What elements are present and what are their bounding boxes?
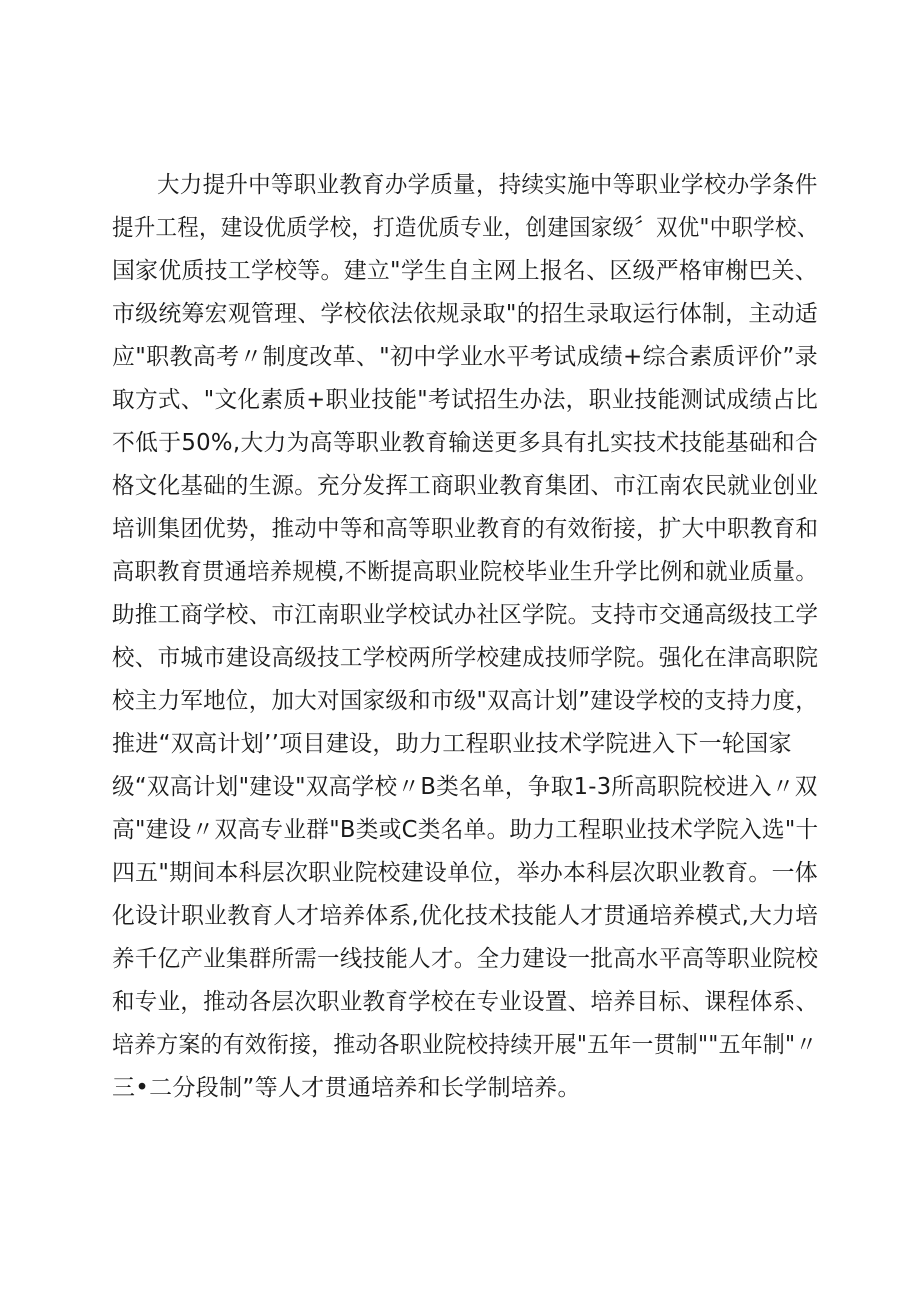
paragraph-line: 培训集团优势，推动中等和高等职业教育的有效衔接，扩大中职教育和 [112, 516, 819, 542]
paragraph-line: 校、市城市建设高级技工学校两所学校建成技师学院。强化在津高职院 [112, 645, 819, 671]
paragraph-line: 高"建设〃双高专业群"B类或C类名单。助力工程职业技术学院入选"十 [112, 817, 819, 843]
paragraph-line: 推进“双高计划’’项目建设，助力工程职业技术学院进入下一轮国家 [112, 731, 792, 757]
paragraph-line: 培养方案的有效衔接，推动各职业院校持续开展"五年一贯制""五年制"〃 [112, 1032, 818, 1058]
paragraph-line: 校主力军地位，加大对国家级和市级"双高计划”建设学校的支持力度， [112, 688, 819, 714]
paragraph-line: 和专业，推动各层次职业教育学校在专业设置、培养目标、课程体系、 [112, 989, 819, 1015]
paragraph-line: 格文化基础的生源。充分发挥工商职业教育集团、市江南农民就业创业 [112, 473, 819, 499]
paragraph-line: 三•二分段制”等人才贯通培养和长学制培养。 [112, 1075, 581, 1101]
paragraph-line: 养千亿产业集群所需一线技能人才。全力建设一批高水平高等职业院校 [112, 946, 819, 972]
paragraph-line: 高职教育贯通培养规模,不断提高职业院校毕业生升学比例和就业质量。 [112, 559, 818, 585]
paragraph-line: 市级统筹宏观管理、学校依法依规录取"的招生录取运行体制，主动适 [112, 301, 818, 327]
paragraph-line: 化设计职业教育人才培养体系,优化技术技能人才贯通培养模式,大力培 [112, 903, 819, 929]
paragraph-line: 提升工程，建设优质学校，打造优质专业，创建国家级〞双优"中职学校、 [112, 215, 819, 241]
paragraph-line: 四五"期间本科层次职业院校建设单位，举办本科层次职业教育。一体 [112, 860, 818, 886]
paragraph-line: 不低于50%,大力为高等职业教育输送更多具有扎实技术技能基础和合 [112, 430, 819, 456]
paragraph-line: 应"职教高考〃制度改革、"初中学业水平考试成绩+综合素质评价”录 [112, 344, 818, 370]
paragraph-line: 国家优质技工学校等。建立"学生自主网上报名、区级严格审榭巴关、 [112, 258, 818, 284]
paragraph-line: 助推工商学校、市江南职业学校试办社区学院。支持市交通高级技工学 [112, 602, 819, 628]
paragraph-line: 级“双高计划"建设"双高学校〃B类名单，争取1-3所高职院校进入〃双 [112, 774, 818, 800]
paragraph-line: 大力提升中等职业教育办学质量，持续实施中等职业学校办学条件 [157, 172, 818, 198]
paragraph-line: 取方式、"文化素质+职业技能"考试招生办法，职业技能测试成绩占比 [112, 387, 819, 413]
